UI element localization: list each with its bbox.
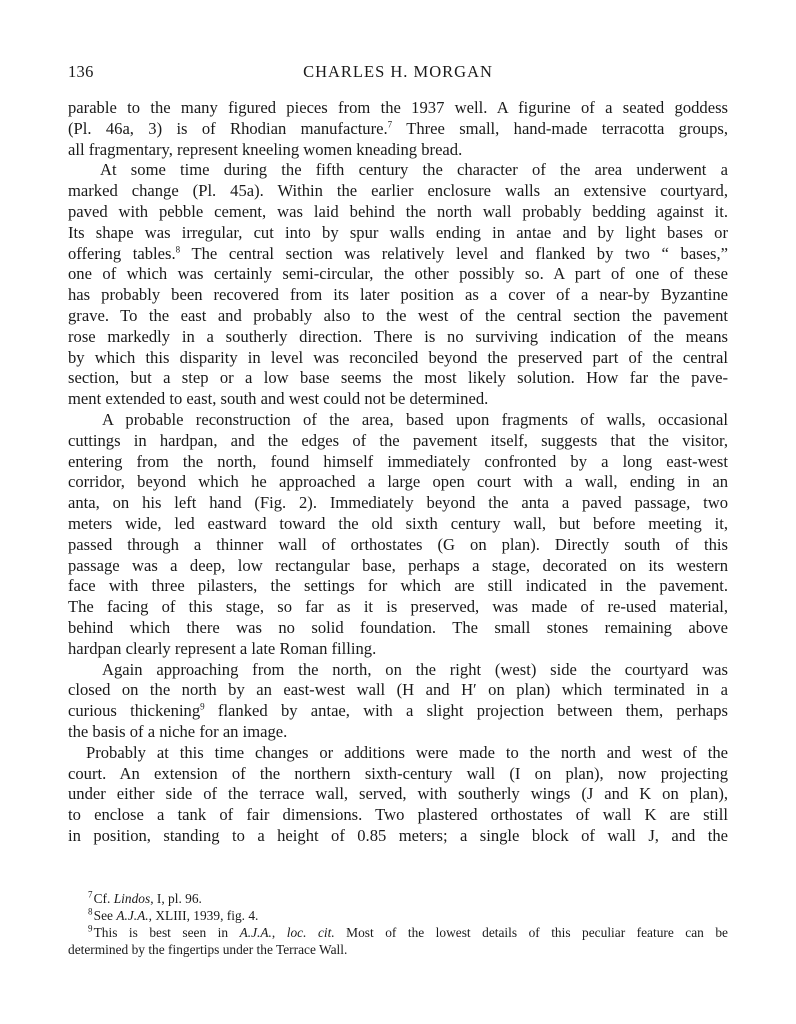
text-line: marked change (Pl. 45a). Within the earlier enclosure walls an extensive courtyard,	[68, 181, 728, 201]
footnote-ref: 8	[175, 244, 181, 255]
text-line: (Pl. 46a, 3) is of Rhodian manufacture.$^7$ Three small, hand-made terracotta groups,	[68, 118, 728, 138]
text-line: ment extended to east, south and west could not be determined.	[68, 389, 489, 409]
text-line: curious thickening$^9$ flanked by antae, with a slight projection between them, perhaps	[68, 701, 728, 721]
text-line: passage was a deep, low rectangular base, perhaps a stage, decorated on its western	[68, 555, 728, 575]
text-line: one of which was certainly semi-circular, the other possibly so. A part of one of these	[68, 264, 728, 284]
text-line: by which this disparity in level was reconciled beyond the preserved part of the central	[68, 347, 728, 367]
footnote-8: $^8$ See A.J.A., XLIII, 1939, fig. 4.	[88, 907, 259, 923]
text-line: Probably at this time changes or additions were made to the north and west of the	[86, 742, 728, 762]
text-line: to enclose a tank of fair dimensions. Two plastered orthostates of wall K are still	[68, 805, 728, 825]
text-line: At some time during the fifth century the character of the area underwent a	[100, 160, 728, 180]
text-line: closed on the north by an east-west wall (H and H′ on plan) which terminated in a	[68, 680, 728, 700]
text-line: cuttings in hardpan, and the edges of the pavement itself, suggests that the visitor,	[68, 430, 728, 450]
text-line: entering from the north, found himself immediately confronted by a long east-west	[68, 451, 728, 471]
text-line: paved with pebble cement, was laid behind the north wall probably bedding against it.	[68, 201, 728, 221]
page-header	[68, 62, 728, 86]
running-head: CHARLES H. MORGAN	[303, 62, 493, 81]
text-line: Again approaching from the north, on the right (west) side the courtyard was	[102, 659, 728, 679]
text-line: grave. To the east and probably also to the west of the central section the pavement	[68, 305, 728, 325]
footnote-9: $^9$ This is best seen in A.J.A., loc. cit. Most of the lowest details of this peculiar feature can be	[88, 924, 728, 940]
text-line: has probably been recovered from its later position as a cover of a near-by Byzantine	[68, 285, 728, 305]
text-line: parable to the many figured pieces from the 1937 well. A figurine of a seated goddess	[68, 98, 728, 117]
text-line: section, but a step or a low base seems the most likely solution. How far the pave-	[68, 368, 728, 388]
text-line: meters wide, led eastward toward the old sixth century wall, but before meeting it,	[68, 513, 728, 533]
text-line: face with three pilasters, the settings for which are still indicated in the pavement.	[68, 576, 728, 596]
footnotes	[68, 890, 728, 958]
footnote-ref: 9	[200, 701, 205, 712]
text-line: under either side of the terrace wall, served, with southerly wings (J and K on plan),	[68, 784, 728, 804]
text-line: passed through a thinner wall of orthostates (G on plan). Directly south of this	[68, 534, 728, 554]
footnote-ref: 7	[387, 119, 393, 130]
text-line: anta, on his left hand (Fig. 2). Immediately beyond the anta a paved passage, two	[68, 493, 728, 513]
text-line: Its shape was irregular, cut into by spur walls ending in antae and by light bases or	[68, 222, 728, 242]
text-line: rose markedly in a southerly direction. There is no surviving indication of the means	[68, 326, 728, 346]
footnote-9-continued: determined by the fingertips under the Terrace Wall.	[68, 942, 348, 957]
text-line: in position, standing to a height of 0.85 meters; a single block of wall J, and the	[68, 825, 728, 845]
text-line: offering tables.$^8$ The central section was relatively level and flanked by two “ bases,”	[68, 243, 728, 263]
page-number: 136	[68, 62, 94, 81]
text-line: the basis of a niche for an image.	[68, 721, 288, 741]
text-line: The facing of this stage, so far as it is preserved, was made of re-used material,	[68, 597, 728, 617]
text-line: behind which there was no solid foundation. The small stones remaining above	[68, 617, 728, 637]
footnote-7: $^7$ Cf. Lindos, I, pl. 96.	[88, 890, 202, 906]
text-line: court. An extension of the northern sixth-century wall (I on plan), now projecting	[68, 763, 728, 783]
text-line: corridor, beyond which he approached a large open court with a wall, ending in an	[68, 472, 728, 492]
text-line: all fragmentary, represent kneeling women kneading bread.	[68, 139, 463, 159]
body-text	[68, 98, 728, 847]
text-line: A probable reconstruction of the area, based upon fragments of walls, occasional	[102, 409, 728, 429]
text-line: hardpan clearly represent a late Roman filling.	[68, 638, 377, 658]
